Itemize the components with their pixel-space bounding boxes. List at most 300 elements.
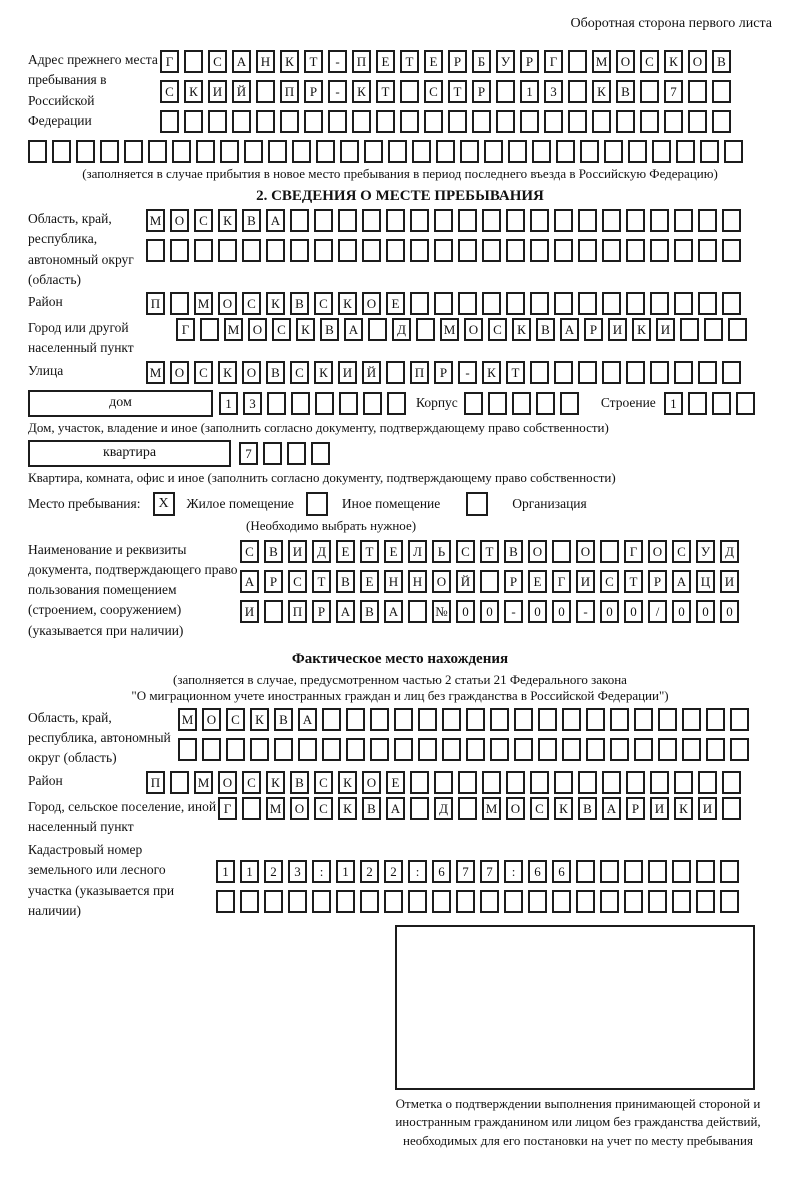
- char-box: [256, 110, 275, 133]
- char-box: [698, 292, 717, 315]
- char-box: 7: [480, 860, 499, 883]
- char-box: [512, 392, 531, 415]
- char-box: [658, 738, 677, 761]
- char-box: Р: [264, 570, 283, 593]
- char-box: М: [146, 361, 165, 384]
- char-box: [264, 600, 283, 623]
- actual-city-block: [28, 797, 772, 838]
- char-box: С: [160, 80, 179, 103]
- char-box: Й: [362, 361, 381, 384]
- city-row: [176, 318, 747, 341]
- char-box: [172, 140, 191, 163]
- stay-checkbox-organization: [466, 492, 488, 516]
- char-box: И: [650, 797, 669, 820]
- char-box: [578, 239, 597, 262]
- char-box: Д: [720, 540, 739, 563]
- char-box: Н: [408, 570, 427, 593]
- char-box: [424, 110, 443, 133]
- char-box: [562, 708, 581, 731]
- char-box: Д: [434, 797, 453, 820]
- char-box: М: [592, 50, 611, 73]
- region-block: [28, 209, 772, 290]
- char-box: -: [328, 80, 347, 103]
- char-box: [496, 110, 515, 133]
- char-box: К: [338, 797, 357, 820]
- char-box: [568, 50, 587, 73]
- char-box: К: [592, 80, 611, 103]
- char-box: [680, 318, 699, 341]
- char-box: Е: [360, 570, 379, 593]
- char-box: [315, 392, 334, 415]
- doc-label: Наименование и реквизиты документа, подтверждающего право пользования помещением (строением, сооружением) (указывается при наличии): [28, 541, 238, 638]
- char-box: [562, 738, 581, 761]
- char-box: [290, 209, 309, 232]
- char-box: [568, 110, 587, 133]
- char-box: Е: [336, 540, 355, 563]
- doc-block: [28, 540, 772, 641]
- char-box: [178, 738, 197, 761]
- char-box: [506, 239, 525, 262]
- char-box: Ц: [696, 570, 715, 593]
- char-box: [698, 209, 717, 232]
- char-box: [602, 771, 621, 794]
- char-box: [290, 239, 309, 262]
- char-box: №: [432, 600, 451, 623]
- char-box: [184, 50, 203, 73]
- char-box: [338, 239, 357, 262]
- char-box: 2: [264, 860, 283, 883]
- char-box: [554, 209, 573, 232]
- char-box: [314, 239, 333, 262]
- char-box: С: [208, 50, 227, 73]
- char-box: О: [576, 540, 595, 563]
- char-box: К: [352, 80, 371, 103]
- char-box: О: [202, 708, 221, 731]
- char-box: Ь: [432, 540, 451, 563]
- char-box: 0: [600, 600, 619, 623]
- char-box: [530, 361, 549, 384]
- char-box: [280, 110, 299, 133]
- char-box: [100, 140, 119, 163]
- char-box: [384, 890, 403, 913]
- char-box: [650, 209, 669, 232]
- char-box: [602, 361, 621, 384]
- char-box: [586, 738, 605, 761]
- char-box: А: [266, 209, 285, 232]
- char-box: Р: [304, 80, 323, 103]
- char-box: О: [688, 50, 707, 73]
- char-box: -: [328, 50, 347, 73]
- char-box: Т: [506, 361, 525, 384]
- char-box: О: [170, 361, 189, 384]
- char-box: :: [408, 860, 427, 883]
- char-box: П: [288, 600, 307, 623]
- char-box: [387, 392, 406, 415]
- char-box: К: [664, 50, 683, 73]
- char-box: К: [266, 292, 285, 315]
- stay-type-note: (Необходимо выбрать нужное): [246, 517, 417, 533]
- char-box: [410, 239, 429, 262]
- char-box: [640, 80, 659, 103]
- apartment-name-box: квартира: [28, 440, 231, 467]
- char-box: [466, 708, 485, 731]
- char-box: 6: [528, 860, 547, 883]
- checkbox-mark: X: [158, 495, 169, 511]
- char-box: [456, 890, 475, 913]
- char-box: С: [530, 797, 549, 820]
- char-box: Р: [626, 797, 645, 820]
- char-box: К: [482, 361, 501, 384]
- char-box: [640, 110, 659, 133]
- char-box: [488, 392, 507, 415]
- char-box: [722, 239, 741, 262]
- char-box: [530, 209, 549, 232]
- char-box: Н: [256, 50, 275, 73]
- char-box: [220, 140, 239, 163]
- char-box: В: [536, 318, 555, 341]
- region-rows: [146, 209, 741, 262]
- char-box: [364, 140, 383, 163]
- house-cells: [219, 392, 406, 415]
- char-box: 0: [624, 600, 643, 623]
- char-box: 3: [544, 80, 563, 103]
- char-box: В: [274, 708, 293, 731]
- char-box: [696, 860, 715, 883]
- char-box: [600, 890, 619, 913]
- char-box: М: [224, 318, 243, 341]
- char-box: Б: [472, 50, 491, 73]
- char-box: [720, 860, 739, 883]
- char-box: [442, 738, 461, 761]
- char-box: 7: [456, 860, 475, 883]
- char-box: [700, 140, 719, 163]
- char-box: [538, 708, 557, 731]
- char-box: [568, 80, 587, 103]
- char-box: [706, 708, 725, 731]
- char-box: [298, 738, 317, 761]
- char-box: [650, 361, 669, 384]
- char-box: К: [512, 318, 531, 341]
- char-box: С: [424, 80, 443, 103]
- char-box: [722, 361, 741, 384]
- char-box: [602, 239, 621, 262]
- char-box: 2: [360, 860, 379, 883]
- char-box: Г: [176, 318, 195, 341]
- char-box: [604, 140, 623, 163]
- stroenie-label: Строение: [600, 395, 656, 410]
- char-box: [482, 239, 501, 262]
- cadastre-block: [28, 840, 772, 921]
- char-box: [432, 890, 451, 913]
- char-box: [400, 80, 419, 103]
- char-box: [672, 890, 691, 913]
- char-box: П: [146, 771, 165, 794]
- char-box: С: [240, 540, 259, 563]
- char-box: [311, 442, 330, 465]
- prev-address-label: Адрес прежнего места пребывания в Российской Федерации: [28, 52, 158, 128]
- stay-type-label: Место пребывания:: [28, 495, 141, 511]
- char-box: 1: [664, 392, 683, 415]
- apartment-cells: [239, 442, 330, 465]
- char-box: [508, 140, 527, 163]
- char-box: [578, 292, 597, 315]
- prev-address-note: (заполняется в случае прибытия в новое место пребывания в период последнего въезда в Российскую Федерацию): [82, 166, 718, 181]
- char-box: В: [242, 209, 261, 232]
- district-row: [146, 292, 741, 315]
- char-box: А: [298, 708, 317, 731]
- cadastre-rows: [216, 860, 739, 913]
- apartment-row: [28, 440, 772, 467]
- stay-option-organization-label: Организация: [512, 495, 587, 511]
- actual-location-title: Фактическое место нахождения: [291, 650, 509, 667]
- char-box: [712, 110, 731, 133]
- char-box: Д: [312, 540, 331, 563]
- char-box: [602, 209, 621, 232]
- char-box: [242, 797, 261, 820]
- char-box: [674, 239, 693, 262]
- prev-address-row-3: [160, 110, 731, 133]
- char-box: О: [248, 318, 267, 341]
- char-box: [650, 292, 669, 315]
- char-box: М: [266, 797, 285, 820]
- char-box: С: [242, 292, 261, 315]
- char-box: [688, 110, 707, 133]
- char-box: [434, 771, 453, 794]
- char-box: В: [336, 570, 355, 593]
- char-box: [328, 110, 347, 133]
- char-box: [226, 738, 245, 761]
- char-box: [267, 392, 286, 415]
- char-box: С: [672, 540, 691, 563]
- char-box: [194, 239, 213, 262]
- char-box: Г: [624, 540, 643, 563]
- char-box: Т: [360, 540, 379, 563]
- street-label: Улица: [28, 362, 64, 378]
- char-box: [658, 708, 677, 731]
- char-box: [386, 239, 405, 262]
- char-box: [458, 292, 477, 315]
- char-box: [458, 797, 477, 820]
- street-row: [146, 361, 741, 384]
- char-box: [482, 209, 501, 232]
- char-box: [698, 361, 717, 384]
- prev-address-row-4: [28, 140, 772, 163]
- char-box: [410, 209, 429, 232]
- char-box: [256, 80, 275, 103]
- char-box: [394, 738, 413, 761]
- house-note: Дом, участок, владение и иное (заполнить согласно документу, подтверждающему право собственности): [28, 419, 609, 435]
- char-box: И: [338, 361, 357, 384]
- char-box: [370, 708, 389, 731]
- char-box: [688, 80, 707, 103]
- char-box: [722, 771, 741, 794]
- char-box: [362, 239, 381, 262]
- char-box: [52, 140, 71, 163]
- char-box: [484, 140, 503, 163]
- char-box: У: [496, 50, 515, 73]
- char-box: П: [146, 292, 165, 315]
- char-box: О: [362, 771, 381, 794]
- char-box: Е: [386, 771, 405, 794]
- cadastre-row-2: [216, 890, 739, 913]
- char-box: [698, 771, 717, 794]
- section2-title: 2. СВЕДЕНИЯ О МЕСТЕ ПРЕБЫВАНИЯ: [256, 188, 544, 204]
- char-box: И: [208, 80, 227, 103]
- char-box: А: [336, 600, 355, 623]
- char-box: 1: [336, 860, 355, 883]
- char-box: К: [674, 797, 693, 820]
- char-box: С: [194, 209, 213, 232]
- char-box: -: [504, 600, 523, 623]
- char-box: 6: [432, 860, 451, 883]
- district-label: Район: [28, 294, 63, 309]
- char-box: [148, 140, 167, 163]
- char-box: [674, 292, 693, 315]
- char-box: [200, 318, 219, 341]
- char-box: Т: [624, 570, 643, 593]
- char-box: [624, 890, 643, 913]
- char-box: 0: [456, 600, 475, 623]
- char-box: [458, 209, 477, 232]
- char-box: [346, 738, 365, 761]
- char-box: [482, 292, 501, 315]
- char-box: Е: [376, 50, 395, 73]
- char-box: [626, 292, 645, 315]
- char-box: [554, 292, 573, 315]
- char-box: [370, 738, 389, 761]
- house-row: [28, 390, 772, 417]
- char-box: К: [338, 771, 357, 794]
- char-box: [232, 110, 251, 133]
- char-box: И: [608, 318, 627, 341]
- char-box: [304, 110, 323, 133]
- char-box: [458, 239, 477, 262]
- char-box: В: [504, 540, 523, 563]
- char-box: [208, 110, 227, 133]
- stay-option-other-label: Иное помещение: [341, 495, 441, 511]
- char-box: С: [194, 361, 213, 384]
- char-box: [394, 708, 413, 731]
- char-box: Р: [312, 600, 331, 623]
- char-box: О: [616, 50, 635, 73]
- char-box: [408, 890, 427, 913]
- char-box: 7: [664, 80, 683, 103]
- char-box: [490, 708, 509, 731]
- char-box: О: [242, 361, 261, 384]
- char-box: Е: [424, 50, 443, 73]
- char-box: [312, 890, 331, 913]
- char-box: [528, 890, 547, 913]
- char-box: В: [712, 50, 731, 73]
- char-box: [696, 890, 715, 913]
- char-box: [314, 209, 333, 232]
- stamp-box: [395, 925, 755, 1090]
- char-box: 2: [384, 860, 403, 883]
- char-box: [360, 890, 379, 913]
- char-box: [554, 361, 573, 384]
- char-box: К: [632, 318, 651, 341]
- char-box: [264, 890, 283, 913]
- actual-district-block: [28, 771, 772, 794]
- char-box: [368, 318, 387, 341]
- char-box: [184, 110, 203, 133]
- char-box: Р: [504, 570, 523, 593]
- char-box: [538, 738, 557, 761]
- char-box: [610, 708, 629, 731]
- prev-address-block: [28, 50, 772, 133]
- char-box: [339, 392, 358, 415]
- char-box: У: [696, 540, 715, 563]
- char-box: [624, 860, 643, 883]
- apartment-note: Квартира, комната, офис и иное (заполнить согласно документу, подтверждающему право собственности): [28, 469, 616, 485]
- char-box: [554, 771, 573, 794]
- char-box: [724, 140, 743, 163]
- char-box: В: [320, 318, 339, 341]
- char-box: [346, 708, 365, 731]
- char-box: [626, 239, 645, 262]
- char-box: О: [648, 540, 667, 563]
- char-box: П: [352, 50, 371, 73]
- char-box: [76, 140, 95, 163]
- char-box: [266, 239, 285, 262]
- char-box: И: [288, 540, 307, 563]
- char-box: [434, 209, 453, 232]
- char-box: А: [240, 570, 259, 593]
- char-box: [626, 209, 645, 232]
- char-box: К: [250, 708, 269, 731]
- stay-checkbox-other: [306, 492, 328, 516]
- char-box: [458, 771, 477, 794]
- char-box: [676, 140, 695, 163]
- char-box: [218, 239, 237, 262]
- char-box: [124, 140, 143, 163]
- char-box: В: [290, 771, 309, 794]
- char-box: [28, 140, 47, 163]
- city-label: Город или другой населенный пункт: [28, 320, 134, 356]
- char-box: [610, 738, 629, 761]
- char-box: С: [640, 50, 659, 73]
- char-box: М: [440, 318, 459, 341]
- house-name-box: дом: [28, 390, 213, 417]
- char-box: [400, 110, 419, 133]
- region-row-2: [146, 239, 741, 262]
- char-box: К: [554, 797, 573, 820]
- char-box: [460, 140, 479, 163]
- char-box: [530, 239, 549, 262]
- char-box: [386, 209, 405, 232]
- char-box: Т: [480, 540, 499, 563]
- char-box: [576, 890, 595, 913]
- char-box: 1: [520, 80, 539, 103]
- char-box: [363, 392, 382, 415]
- char-box: [650, 239, 669, 262]
- char-box: С: [288, 570, 307, 593]
- char-box: [322, 738, 341, 761]
- char-box: К: [218, 361, 237, 384]
- char-box: А: [386, 797, 405, 820]
- char-box: В: [578, 797, 597, 820]
- actual-region-row-2: [178, 738, 749, 761]
- char-box: А: [672, 570, 691, 593]
- char-box: Е: [386, 292, 405, 315]
- char-box: [592, 110, 611, 133]
- char-box: 1: [219, 392, 238, 415]
- char-box: /: [648, 600, 667, 623]
- char-box: [352, 110, 371, 133]
- actual-city-label: Город, сельское поселение, иной населенный пункт: [28, 798, 217, 834]
- char-box: [464, 392, 483, 415]
- char-box: О: [218, 771, 237, 794]
